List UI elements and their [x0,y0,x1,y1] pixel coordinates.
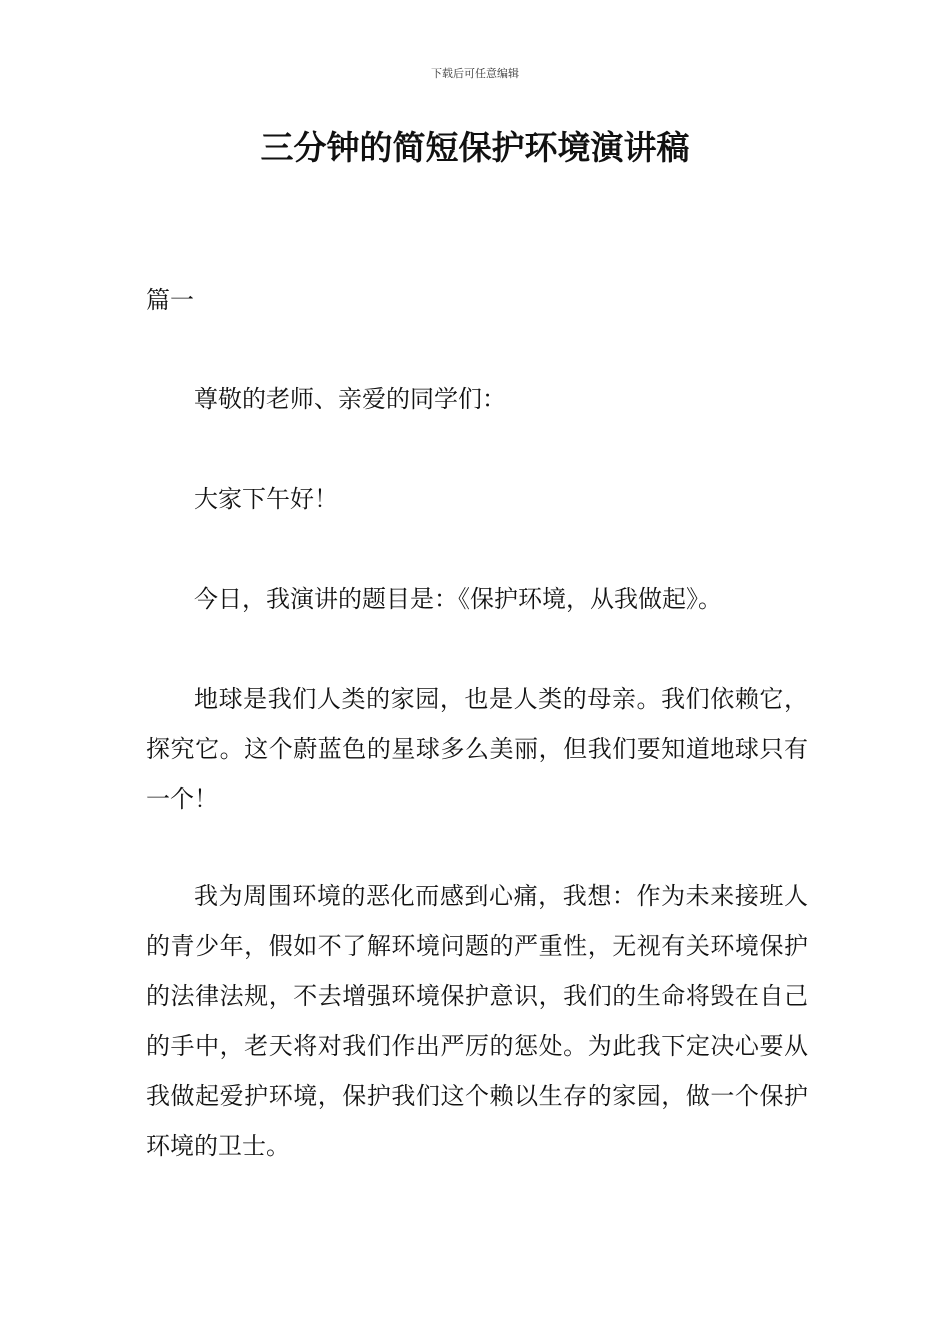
document-title: 三分钟的简短保护环境演讲稿 [260,128,690,167]
header-note: 下载后可任意编辑 [431,67,519,80]
paragraph-topic: 今日，我演讲的题目是：《保护环境，从我做起》。 [194,585,722,613]
paragraph-earth: 地球是我们人类的家园，也是人类的母亲。我们依赖它，探究它。这个蔚蓝色的星球多么美丽，但我们要知道地球只有一个！ [146,685,808,813]
paragraph-greeting: 尊敬的老师、亲爱的同学们： [194,385,506,413]
section-label: 篇一 [146,286,194,314]
paragraph-hello: 大家下午好！ [194,485,338,513]
paragraph-concern: 我为周围环境的恶化而感到心痛，我想：作为未来接班人的青少年，假如不了解环境问题的严重性，无视有关环境保护的法律法规，不去增强环境保护意识，我们的生命将毁在自己的手中，老天将对我们作出严厉的惩处。为此我下定决心要从我做起爱护环境，保护我们这个赖以生存的家园，做一个保护环境的卫士。 [146,882,808,1160]
